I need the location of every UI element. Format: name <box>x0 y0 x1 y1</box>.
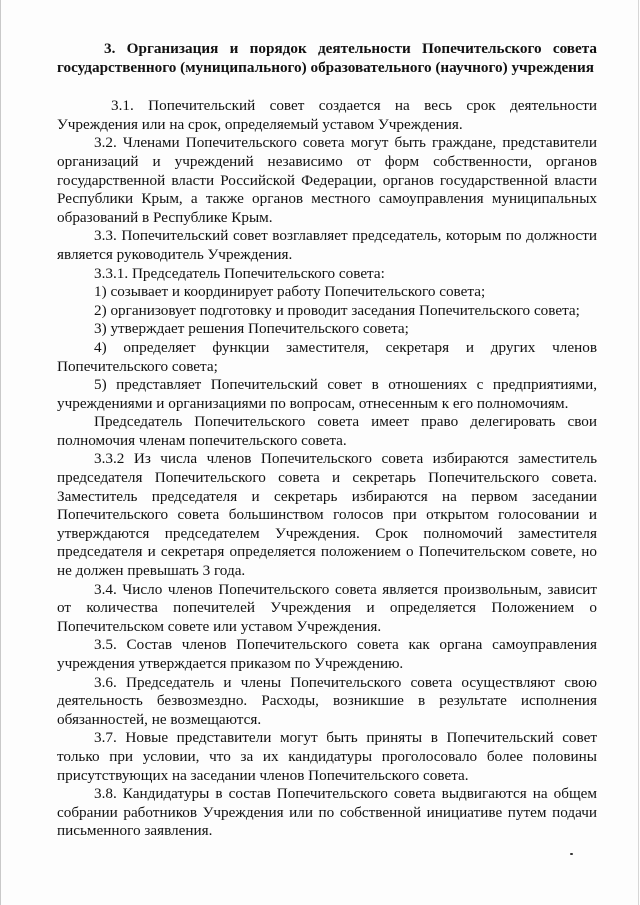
list-item-2: 2) организовует подготовку и проводит заседания Попечительского совета; <box>94 301 580 319</box>
scan-right-edge <box>638 0 639 905</box>
scan-left-edge <box>0 0 1 905</box>
document-body <box>57 40 597 841</box>
paragraph-3-1: 3.1. Попечительский совет создается на весь срок деятельности Учреждения или на срок, определяемый уставом Учреждения. <box>57 97 597 133</box>
paragraph-3-5: 3.5. Состав членов Попечительского совета как органа самоуправления учреждения утверждается приказом по Учреждению. <box>57 636 597 672</box>
paragraph-3-3-2: 3.3.2 Из числа членов Попечительского совета избираются заместитель председателя Попечительского совета и секретарь Попечительского совета. Заместитель председателя и секретарь избираются на первом заседании Попечительского совета большинством голосов при открытом голосовании и утверждаются председателем Учреждения. Срок полномочий заместителя председателя и секретаря определяется положением о Попечительском совете, но не должен превышать 3 года. <box>57 450 597 580</box>
section-heading: 3. Организация и порядок деятельности Попечительского совета государственного (муниципального) образовательного (научного) учреждения <box>57 40 597 76</box>
paragraph-delegation: Председатель Попечительского совета имеет право делегировать свои полномочия членам попечительского совета. <box>57 413 597 449</box>
paragraph-3-7: 3.7. Новые представители могут быть приняты в Попечительский совет только при условии, что за их кандидатуры проголосовало более половины присутствующих на заседании членов Попечительского совета. <box>57 729 597 784</box>
paragraph-3-3: 3.3. Попечительский совет возглавляет председатель, которым по должности является руководитель Учреждения. <box>57 227 597 263</box>
list-item-1: 1) созывает и координирует работу Попечительского совета; <box>94 283 486 301</box>
paragraph-3-8: 3.8. Кандидатуры в состав Попечительского совета выдвигаются на общем собрании работников Учреждения или по собственной инициативе путем подачи письменного заявления. <box>57 785 597 840</box>
list-item-4: 4) определяет функции заместителя, секретаря и других членов Попечительского совета; <box>57 338 597 375</box>
paragraph-3-2: 3.2. Членами Попечительского совета могут быть граждане, представители организаций и учреждений независимо от форм собственности, органов государственной власти Российской Федерации, органов государственной власти Республики Крым, а также органов местного самоуправления муниципальных образований в Республике Крым. <box>57 134 597 226</box>
list-item-5: 5) представляет Попечительский совет в отношениях с предприятиями, учреждениями и организациями по вопросам, отнесенным к его полномочиям. <box>57 376 597 412</box>
scan-speck <box>570 853 573 855</box>
paragraph-3-6: 3.6. Председатель и члены Попечительского совета осуществляют свою деятельность безвозмездно. Расходы, возникшие в результате исполнения обязанностей, не возмещаются. <box>57 673 597 728</box>
list-item-3: 3) утверждает решения Попечительского совета; <box>94 320 409 338</box>
paragraph-3-3-1: 3.3.1. Председатель Попечительского совета: <box>94 264 385 282</box>
paragraph-3-4: 3.4. Число членов Попечительского совета является произвольным, зависит от количества попечителей Учреждения и определяется Положением о Попечительском совете или уставом Учреждения. <box>57 580 597 635</box>
